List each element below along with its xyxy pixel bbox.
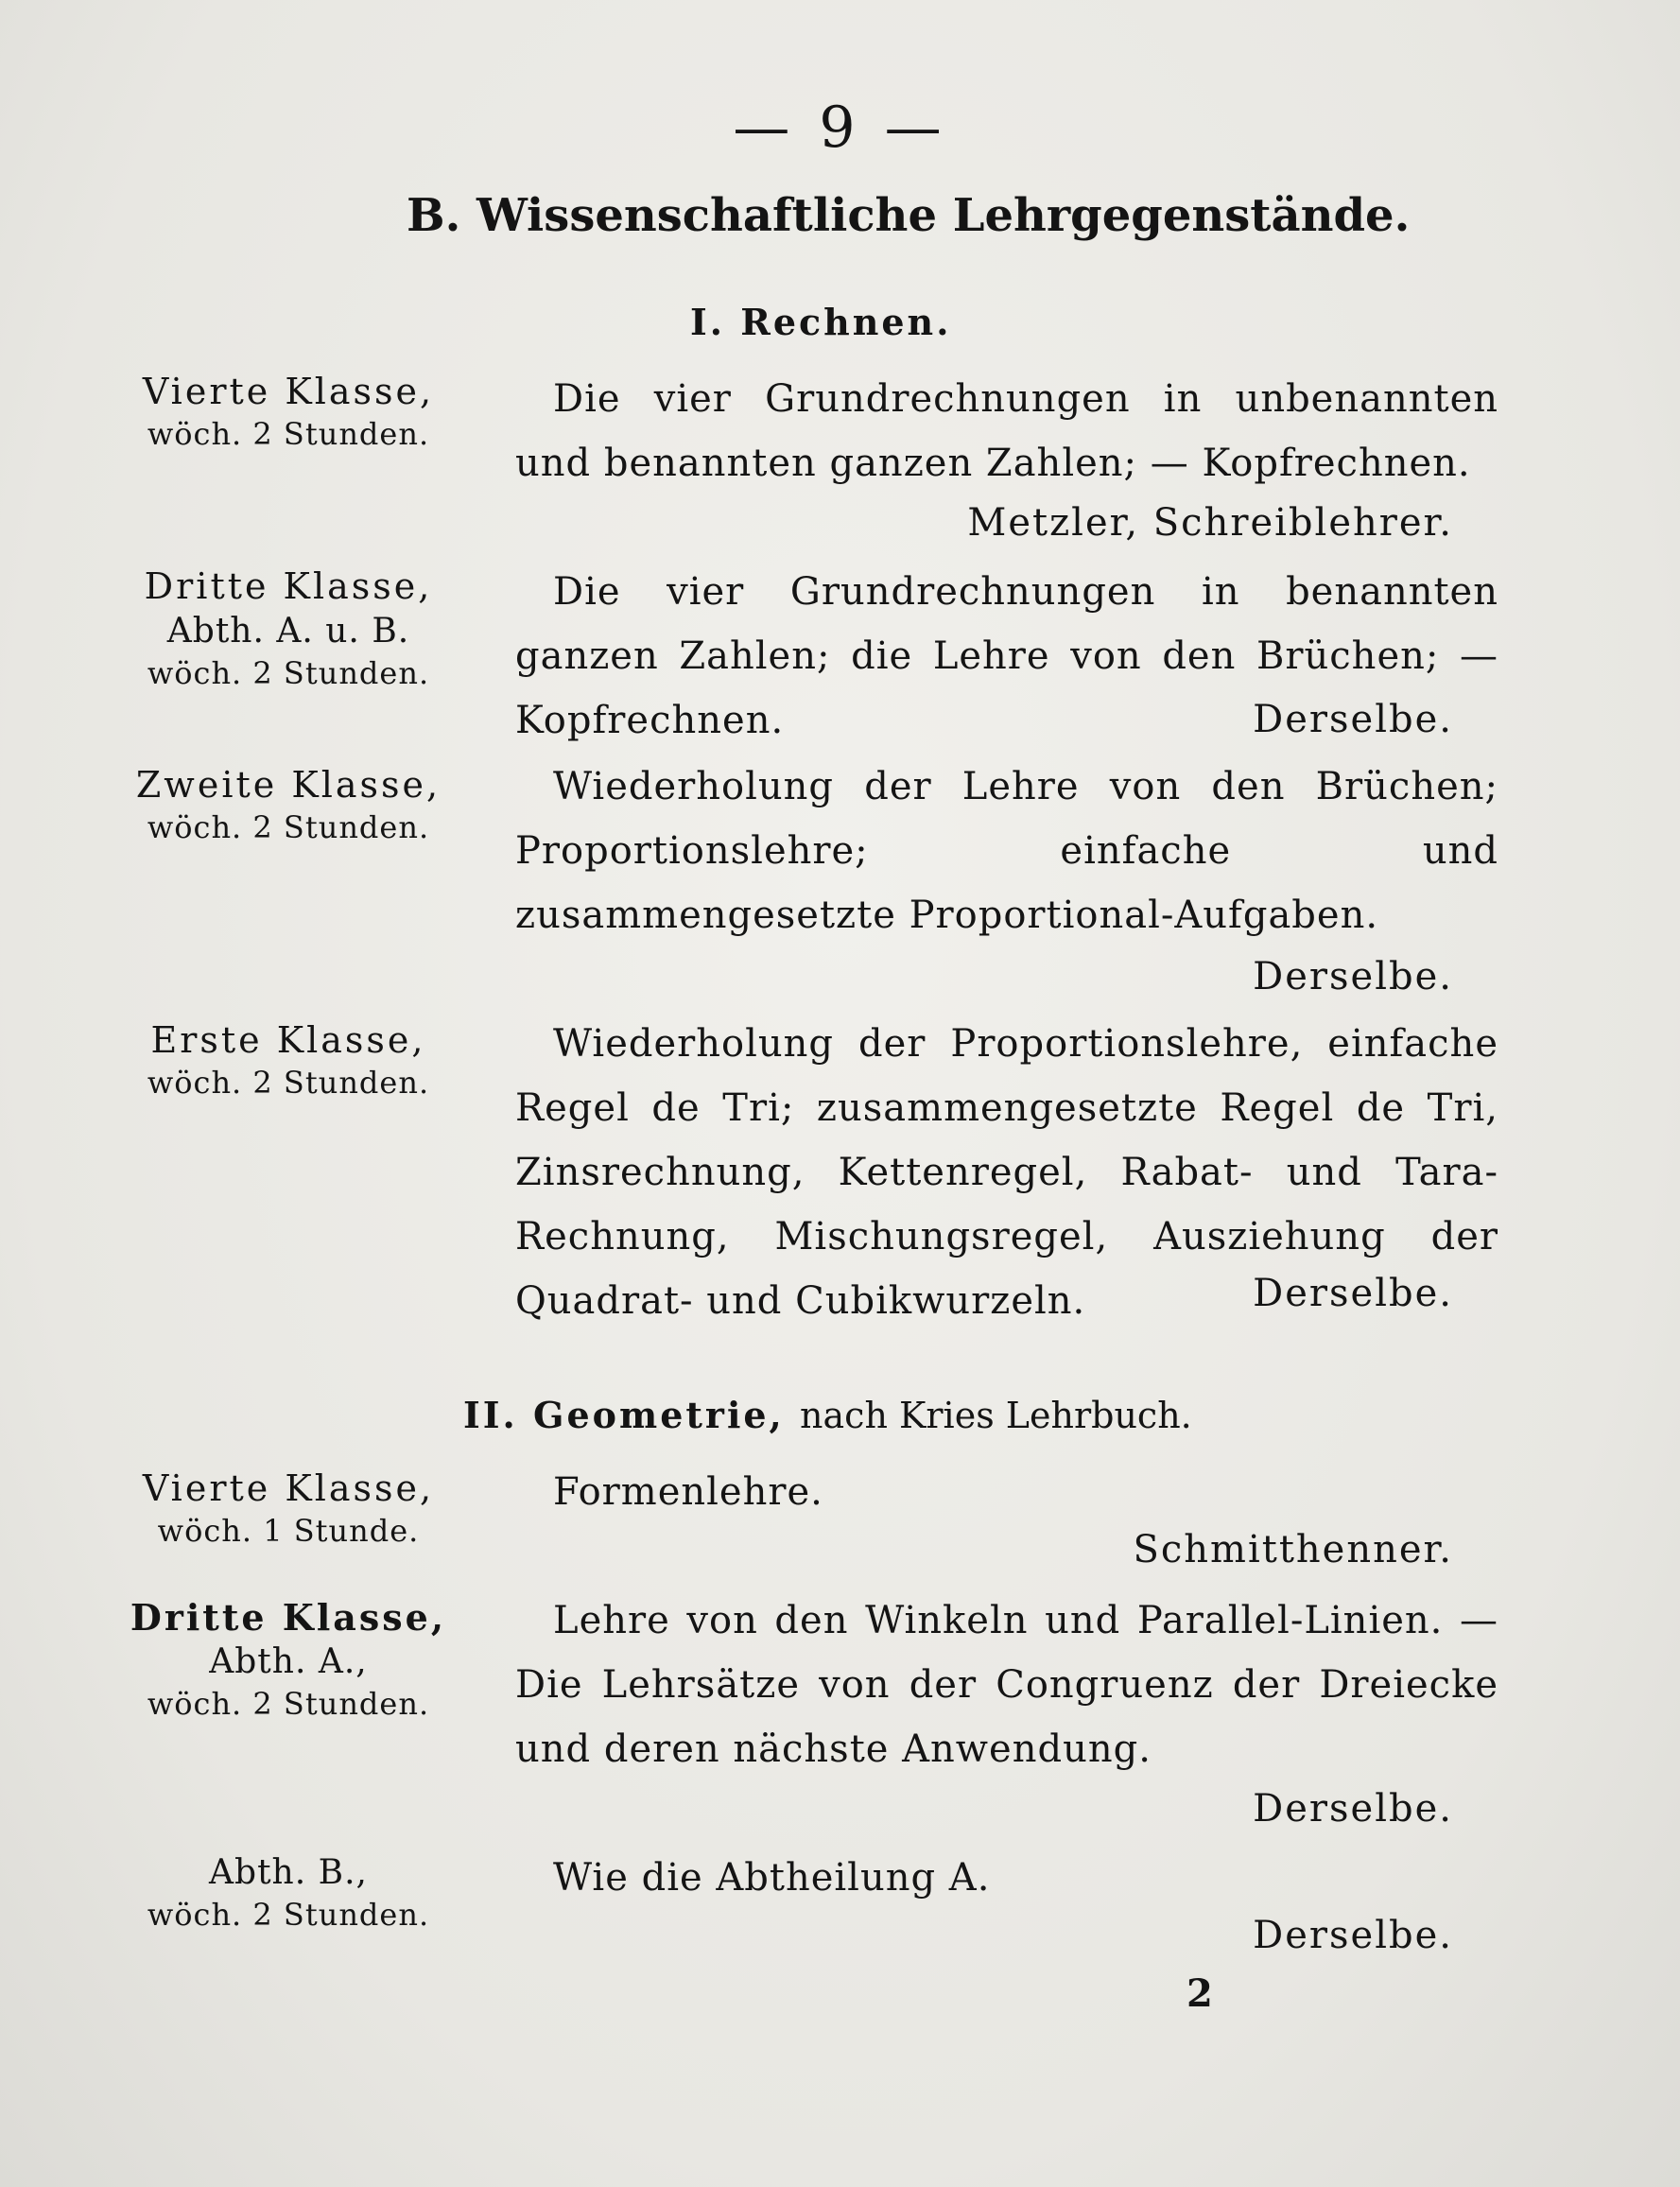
subject-heading-geometrie [463, 1394, 1192, 1436]
class-division: Abth. B., [209, 1853, 368, 1892]
class-name: Vierte Klasse, [142, 1467, 435, 1509]
subject-heading-note: nach Kries Lehrbuch. [800, 1395, 1192, 1436]
class-hours: wöch. 2 Stunden. [147, 809, 430, 846]
class-name: Dritte Klasse, [144, 565, 433, 607]
class-hours: wöch. 2 Stunden. [147, 1065, 430, 1102]
class-label-block [113, 1017, 463, 1103]
teacher-name: Metzler, Schreiblehrer. [967, 501, 1453, 545]
class-hours: wöch. 2 Stunden. [147, 416, 430, 453]
lesson-content: Wie die Abtheilung A. [553, 1856, 991, 1900]
class-name: Vierte Klasse, [142, 371, 435, 412]
subject-heading-text: II. Geometrie, [463, 1394, 785, 1436]
class-hours: wöch. 2 Stunden. [147, 1896, 430, 1933]
lesson-content: Formenlehre. [553, 1470, 823, 1514]
class-label-block [113, 369, 463, 455]
class-hours: wöch. 2 Stunden. [147, 1686, 430, 1723]
lesson-content: Wiederholung der Lehre von den Brüchen; Proportionslehre; einfache und zusammengesetzte Proportional-Aufgaben. [515, 765, 1498, 937]
teacher-name: Derselbe. [1253, 1272, 1453, 1315]
subject-heading-rechnen: I. Rechnen. [690, 301, 952, 343]
section-title: B. Wissenschaftliche Lehrgegenstände. [407, 189, 1411, 242]
lesson-content: Die vier Grundrechnungen in benannten ganzen Zahlen; die Lehre von den Brüchen; — Kopfrechnen. [515, 570, 1498, 742]
page-number: — 9 — [733, 95, 947, 161]
lesson-content: Wiederholung der Proportionslehre, einfache Regel de Tri; zusammengesetzte Regel de Tri, Zinsrechnung, Kettenregel, Rabat- und Tara-Rechnung, Mischungsregel, Ausziehung der Quadrat- und Cubikwurzeln. [515, 1022, 1498, 1323]
class-hours: wöch. 2 Stunden. [147, 655, 430, 692]
teacher-name: Schmitthenner. [1133, 1528, 1453, 1571]
teacher-name: Derselbe. [1253, 955, 1453, 998]
teacher-name: Derselbe. [1253, 1787, 1453, 1831]
lesson-content: Lehre von den Winkeln und Parallel-Linien. — Die Lehrsätze von der Congruenz der Dreiecke und deren nächste Anwendung. [515, 1599, 1498, 1771]
class-label-block [113, 1851, 463, 1935]
class-division: Abth. A., [209, 1642, 368, 1682]
class-label-block [113, 1594, 463, 1725]
class-hours: wöch. 1 Stunde. [157, 1513, 420, 1550]
class-label-block [113, 762, 463, 848]
class-name: Zweite Klasse, [135, 764, 442, 806]
signature-mark: 2 [1186, 1971, 1213, 2016]
class-name: Dritte Klasse, [130, 1596, 447, 1639]
lesson-content: Die vier Grundrechnungen in unbenannten und benannten ganzen Zahlen; — Kopfrechnen. [515, 377, 1498, 485]
class-label-block [113, 1466, 463, 1552]
teacher-name: Derselbe. [1253, 698, 1453, 741]
class-name: Erste Klasse, [150, 1019, 426, 1061]
teacher-name: Derselbe. [1253, 1914, 1453, 1957]
class-division: Abth. A. u. B. [166, 612, 410, 651]
class-label-block [113, 564, 463, 694]
